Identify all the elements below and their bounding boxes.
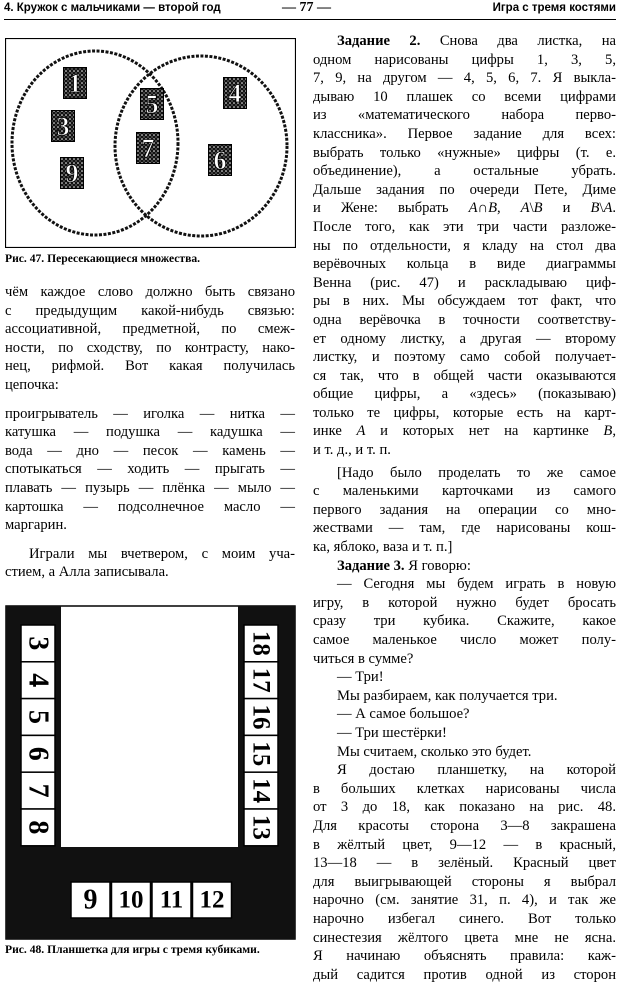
text-line: ся так, что в общей части оказываются xyxy=(313,367,616,384)
text-line: из «математического набора перво- xyxy=(313,107,616,124)
number-card xyxy=(224,78,247,109)
svg-text:11: 11 xyxy=(159,886,184,914)
svg-text:1: 1 xyxy=(68,69,82,98)
running-header-left: 4. Кружок с мальчиками — второй год xyxy=(4,2,221,14)
text-line: 13—18 — в зелёный. Красный цвет xyxy=(313,855,616,872)
svg-text:6: 6 xyxy=(22,746,54,761)
text-line: в больших клетках нарисованы числа xyxy=(313,780,616,797)
text-line: плавать — пузырь — плёнка — мыло — xyxy=(5,479,295,496)
number-card xyxy=(141,89,164,120)
dialog-line-1: — Три! xyxy=(337,669,384,686)
text-line: ности, по сходству, по контрасту, нако- xyxy=(5,339,295,356)
number-card xyxy=(52,111,75,142)
text-line: дый садится против одной из сторон xyxy=(313,966,616,983)
board-cell-11 xyxy=(152,882,191,918)
board-cell-9 xyxy=(71,882,110,918)
text-line: стием, а Алла записывала. xyxy=(5,564,169,581)
board-cell-3 xyxy=(21,625,55,662)
text-line: Играли мы вчетвером, с моим уча- xyxy=(29,545,295,562)
figure-47-venn-diagram xyxy=(5,38,296,248)
dialog-line-5: Мы считаем, сколько это будет. xyxy=(337,743,532,760)
board-cell-8 xyxy=(21,809,55,846)
svg-text:13: 13 xyxy=(247,814,275,840)
text-line: игру, в которой нужно будет бросать xyxy=(313,594,616,611)
text-line: синестезия жёлтого цвета мне не ясна. xyxy=(313,929,616,946)
task3-first-line-text: Я говорю: xyxy=(404,557,471,574)
task2-paragraph xyxy=(313,51,616,200)
dialog-line-4: — Три шестёрки! xyxy=(337,724,447,741)
board-cell-16 xyxy=(244,699,278,736)
text-line: нец, рифмой. Вот какая получилась xyxy=(5,358,295,375)
text-line: нарочно (см. занятие 31, п. 4), и так же xyxy=(313,892,616,909)
page-number: — 77 — xyxy=(282,0,331,15)
svg-text:9: 9 xyxy=(65,159,79,188)
text-line: — Сегодня мы будем играть в новую xyxy=(337,576,616,593)
number-card xyxy=(209,145,232,176)
text-line: нарочно избегал синего. Вот только xyxy=(313,910,616,927)
svg-text:7: 7 xyxy=(22,783,54,798)
svg-text:4: 4 xyxy=(228,79,242,108)
svg-text:8: 8 xyxy=(22,820,54,835)
figure-48-caption: Рис. 48. Планшетка для игры с тремя кубиками. xyxy=(5,943,260,956)
board-cell-12 xyxy=(193,882,232,918)
svg-text:5: 5 xyxy=(145,90,159,119)
text-line: сразу три кубика. Скажите, какое xyxy=(313,613,616,630)
running-header-right: Игра с тремя костями xyxy=(492,2,616,14)
task3-label: Задание 3. xyxy=(337,557,405,574)
text-line: маргарин. xyxy=(5,517,67,534)
text-line: только те цифры, которые есть на карт- xyxy=(313,404,616,421)
svg-text:3: 3 xyxy=(22,636,54,651)
board-cell-5 xyxy=(21,699,55,736)
dialog-paragraph xyxy=(313,575,616,668)
svg-text:4: 4 xyxy=(22,673,54,688)
svg-text:6: 6 xyxy=(213,146,227,175)
text-line: ассоциативной, предметной, по смеж- xyxy=(5,321,295,338)
text-line: Я начинаю объяснять правила: каж- xyxy=(313,948,616,965)
svg-text:17: 17 xyxy=(247,667,275,693)
board-cell-18 xyxy=(244,625,278,662)
board-cell-4 xyxy=(21,662,55,699)
text-line: Для красоты сторона 3—8 закрашена xyxy=(313,817,616,834)
header-rule xyxy=(4,19,616,20)
svg-text:14: 14 xyxy=(247,778,275,804)
text-line: цепочка: xyxy=(5,376,59,393)
left-column-text xyxy=(5,283,295,582)
text-line: с предыдущим какой-нибудь связью: xyxy=(5,302,295,319)
text-line: Я достаю планшетку, на которой xyxy=(337,762,616,779)
text-line: ка, яблоко, ваза и т. п.] xyxy=(313,539,453,556)
text-line: от 3 до 18, как показано на рис. 48. xyxy=(313,799,616,816)
text-line: объединение), а остальные убрать. xyxy=(313,163,616,180)
bracket-note xyxy=(313,464,616,557)
right-column-text xyxy=(313,32,616,984)
text-line: листку, и поэтому само собой получает- xyxy=(313,349,616,366)
text-line: Венна (рис. 47) и раскладываю циф- xyxy=(313,274,616,291)
text-line: вода — дно — песок — камень — xyxy=(5,442,295,459)
text-line: спотыкаться — ходить — прыгать — xyxy=(5,461,295,478)
text-line: одна верёвочка в точности соответству- xyxy=(313,311,616,328)
text-line: После того, как эти три части разложе- xyxy=(313,218,616,235)
text-line: жествами — там, где нарисованы кош- xyxy=(313,520,616,537)
svg-text:18: 18 xyxy=(247,630,275,656)
figure-48-dice-board xyxy=(5,605,296,940)
svg-text:16: 16 xyxy=(247,704,275,730)
text-line: [Надо было проделать то же самое xyxy=(337,464,616,481)
text-line: ны по отдельности, я кладу на стол два xyxy=(313,237,616,254)
svg-text:9: 9 xyxy=(83,884,98,916)
task2-first-line-text: Снова два листка, на xyxy=(420,33,616,49)
text-line: инке A и которых нет на картинке B, xyxy=(313,423,616,440)
task2-label: Задание 2. xyxy=(337,33,421,49)
text-line: Дальше задания по очереди Пете, Диме xyxy=(313,181,616,198)
svg-text:15: 15 xyxy=(247,741,275,767)
word-chain xyxy=(5,405,295,535)
board-cell-13 xyxy=(244,809,278,846)
board-cell-15 xyxy=(244,735,278,772)
board-cell-7 xyxy=(21,772,55,809)
paragraph-association-rules xyxy=(5,283,295,395)
board-cell-6 xyxy=(21,735,55,772)
text-line: выбрать только «нужные» цифры (т. е. xyxy=(313,144,616,161)
task2-explanation xyxy=(313,218,616,460)
text-line: верёвочных кольца в виде диаграммы xyxy=(313,256,616,273)
task2-formula-line: и Жене: выбрать A∩B, A\B и B\A. xyxy=(313,200,617,217)
svg-text:3: 3 xyxy=(56,112,70,141)
text-line: и т. д., и т. п. xyxy=(313,442,391,459)
text-line: для выигрывающей стороны я выбрал xyxy=(313,873,616,890)
dialog-line-3: — А самое большое? xyxy=(337,706,470,723)
text-line: дываю 10 плашек со всеми цифрами xyxy=(313,88,616,105)
text-line: одном нарисованы цифры 1, 3, 5, xyxy=(313,51,616,68)
dialog-line-2: Мы разбираем, как получается три. xyxy=(337,687,558,704)
text-line: картошка — подсолнечное масло — xyxy=(5,498,295,515)
board-cell-17 xyxy=(244,662,278,699)
text-line: ры в них. Мы обсуждаем тот факт, что xyxy=(313,293,616,310)
number-card xyxy=(61,158,84,189)
number-card xyxy=(137,133,160,164)
text-line: первого задания на операции со мно- xyxy=(313,501,616,518)
task2-first-line xyxy=(313,32,616,51)
text-line: проигрыватель — иголка — нитка — xyxy=(5,405,295,422)
task3-first-line xyxy=(313,557,616,576)
text-line: в жёлтый цвет, 9—12 — в красный, xyxy=(313,836,616,853)
text-line: с маленькими карточками из самого xyxy=(313,483,616,500)
board-cell-10 xyxy=(112,882,151,918)
text-line: самое маленькое число может полу- xyxy=(313,632,616,648)
text-line: чём каждое слово должно быть связано xyxy=(5,284,295,300)
svg-text:10: 10 xyxy=(118,886,144,914)
number-card xyxy=(64,68,87,99)
board-cell-14 xyxy=(244,772,278,809)
text-line: классника». Первое задание для всех: xyxy=(313,125,616,142)
svg-text:5: 5 xyxy=(22,710,54,724)
figure-47-caption: Рис. 47. Пересекающиеся множества. xyxy=(5,252,201,265)
text-line: читься в сумме? xyxy=(313,650,414,667)
text-line: ет одному листку, а другая — второму xyxy=(313,330,616,347)
paragraph-players xyxy=(5,545,295,582)
board-description xyxy=(313,761,616,984)
text-line: 7, 9, на другом — 4, 5, 6, 7. Я выкла- xyxy=(313,70,616,87)
text-line: катушка — подушка — кадушка — xyxy=(5,424,295,441)
svg-text:7: 7 xyxy=(141,134,155,163)
svg-text:12: 12 xyxy=(199,886,225,914)
text-line: общие цифры, а «здесь» (показываю) xyxy=(313,386,616,403)
